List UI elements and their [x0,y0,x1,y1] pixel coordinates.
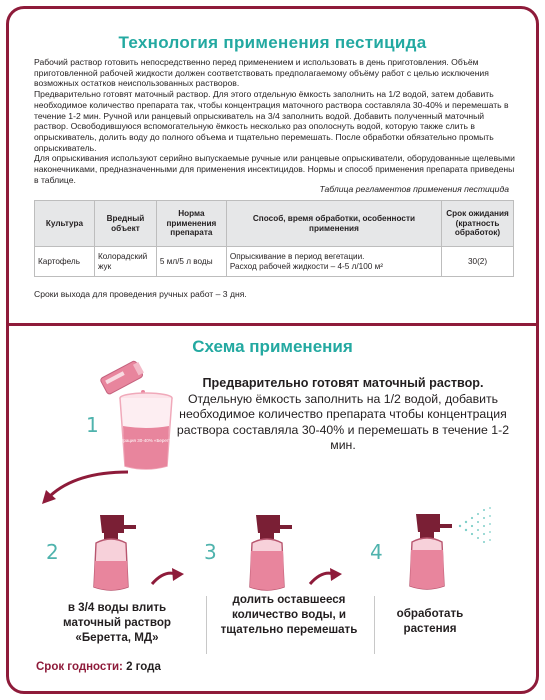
intro-paragraph-1: Рабочий раствор готовить непосредственно перед применением и использовать в день приготовления. Объём приготовленной рабочей жидкости должен соответствовать предполагаемому объёму работ с целью исключения возможных остатков неиспользованных растворов. [34,57,489,89]
step-4-caption: обработать растения [396,607,464,635]
intro-text [34,57,516,185]
table-row [35,247,514,277]
expiry-label: Срок годности: [36,661,123,673]
cell-crop: Картофель [35,247,95,277]
step-1-text-block [168,376,518,454]
step-3-caption: долить оставшееся количество воды, и тщательно перемешать [220,593,358,636]
step-1-number: 1 [86,413,99,437]
cell-rate: 5 мл/5 л воды [156,247,226,277]
table-header-row [35,201,514,247]
header-method: Способ, время обработки, особенности применения [226,201,441,247]
step-4-number: 4 [370,540,383,564]
arrow-right-icon [308,566,344,588]
sprayer-icon [84,505,144,595]
glass-label: концентрация 30-40% «Беретта, МД» [106,438,186,443]
sprayer-icon [240,505,300,595]
cell-method-line-2: Расход рабочей жидкости – 4-5 л/100 м² [229,261,383,271]
step-2-number: 2 [46,540,59,564]
caption-divider [374,596,375,654]
step-1-heading: Предварительно готовят маточный раствор. [202,376,484,390]
regulation-table [34,200,514,277]
cell-method [226,247,441,277]
term-note: Сроки выхода для проведения ручных работ – 3 дня. [34,289,247,299]
step-3-number: 3 [204,540,217,564]
header-rate: Норма применения препарата [156,201,226,247]
header-pest: Вредный объект [94,201,156,247]
cell-wait: 30(2) [442,247,514,277]
curved-arrow-icon [36,468,136,508]
step-2-caption: в 3/4 воды влить маточный раствор «Беретта, МД» [63,601,171,644]
caption-divider [206,596,207,654]
cell-method-line-1: Опрыскивание в период вегетации. [229,251,365,261]
sprayer-spraying-icon [400,498,500,588]
arrow-right-icon [150,566,186,588]
glass-icon [106,392,186,472]
intro-paragraph-3: Для опрыскивания используют серийно выпускаемые ручные или ранцевые опрыскиватели, оборудованные щелевыми наконечниками, предназначенными для применения инсектицидов. Нормы и способ применения препарата приведены в таблице. [34,153,515,185]
header-wait: Срок ожидания (кратность обработок) [442,201,514,247]
header-crop: Культура [35,201,95,247]
section-title-technology: Технология применения пестицида [118,33,427,52]
table-caption: Таблица регламентов применения пестицида [319,184,509,194]
section-divider [9,323,536,326]
section-title-scheme: Схема применения [192,337,353,356]
step-1-description: Отдельную ёмкость заполнить на 1/2 водой, добавить необходимое количество препарата чтобы концентрация раствора составляла 30-40% и перемешать в течение 1-2 мин. [176,391,510,452]
expiry-value: 2 года [126,661,161,673]
intro-paragraph-2: Предварительно готовят маточный раствор. Для этого отдельную ёмкость заполнить на 1/2 водой, затем добавить необходимое количество препарата так, чтобы концентрация маточного раствора составляла 30-40% и перемешать в течение 1-2 мин. Ручной или ранцевый опрыскиватель на 3/4 заполнить водой. Добавить полученный маточный раствор. Освободившуюся вспомогательную ёмкость несколько раз ополоснуть водой, которую также слить в опрыскиватель, долить воду до полного объема и тщательно перемешать. После обработки обязательно промыть опрыскиватель. [34,89,509,153]
expiry-line [36,661,161,673]
cell-pest: Колорадский жук [94,247,156,277]
